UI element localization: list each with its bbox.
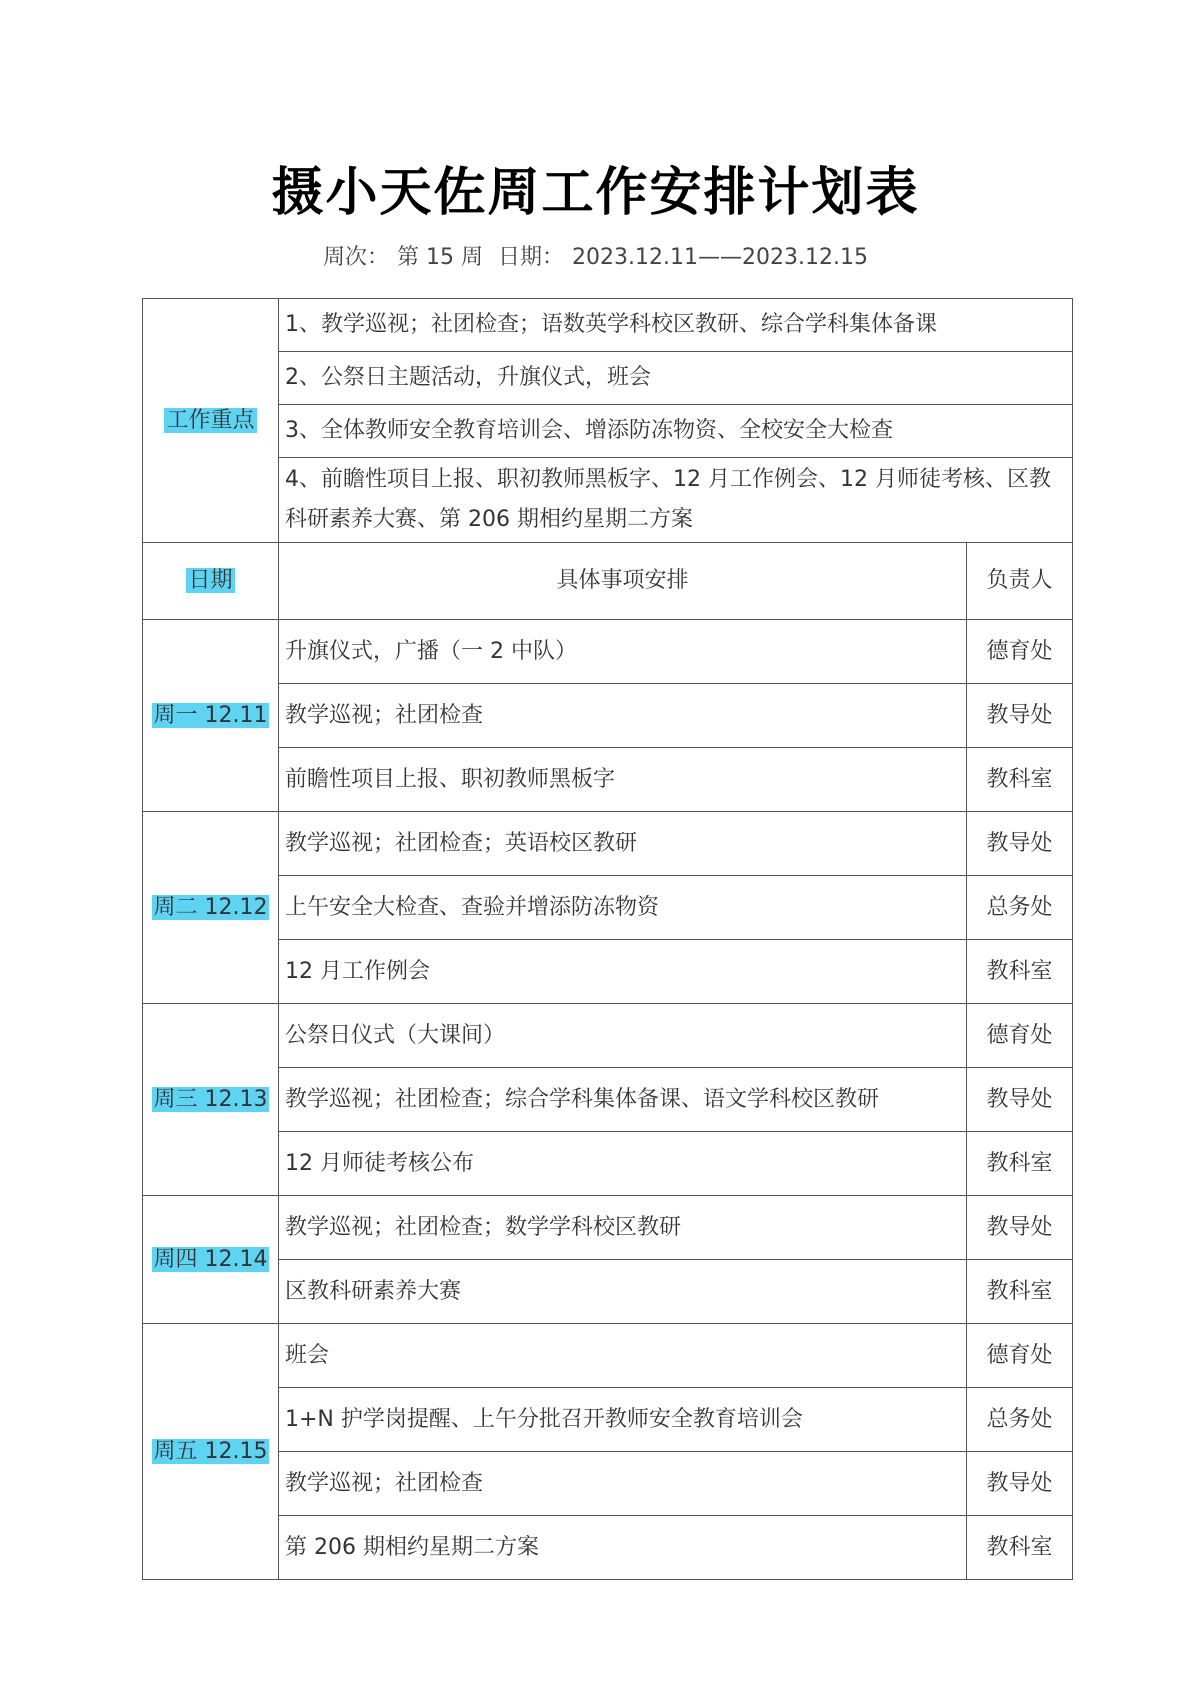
day-label-cell: [143, 1004, 279, 1196]
header-tasks: 具体事项安排: [279, 543, 967, 620]
task-cell: 12 月师徒考核公布: [279, 1132, 967, 1196]
table-row: [143, 876, 1073, 940]
task-cell: 教学巡视；社团检查: [279, 1452, 967, 1516]
owner-cell: 教科室: [967, 1132, 1073, 1196]
task-cell: 升旗仪式，广播（一 2 中队）: [279, 620, 967, 684]
date-value: 2023.12.11——2023.12.15: [572, 245, 868, 270]
owner-cell: 教导处: [967, 1452, 1073, 1516]
owner-cell: 总务处: [967, 1388, 1073, 1452]
table-row: [143, 1196, 1073, 1260]
owner-cell: 教科室: [967, 940, 1073, 1004]
table-row: [143, 1324, 1073, 1388]
day-label-cell: [143, 812, 279, 1004]
task-cell: 12 月工作例会: [279, 940, 967, 1004]
task-cell: 第 206 期相约星期二方案: [279, 1516, 967, 1580]
key-point-row: [143, 352, 1073, 405]
date-label: 日期：: [498, 245, 565, 270]
task-cell: 上午安全大检查、查验并增添防冻物资: [279, 876, 967, 940]
owner-cell: 德育处: [967, 620, 1073, 684]
week-date-line: [0, 240, 1191, 271]
owner-cell: 教导处: [967, 812, 1073, 876]
owner-cell: 教导处: [967, 684, 1073, 748]
day-label: 周一 12.11: [153, 702, 268, 728]
table-row: [143, 812, 1073, 876]
key-point-4: 4、前瞻性项目上报、职初教师黑板字、12 月工作例会、12 月师徒考核、区教科研素养大赛、第 206 期相约星期二方案: [279, 458, 1073, 543]
task-cell: 教学巡视；社团检查；综合学科集体备课、语文学科校区教研: [279, 1068, 967, 1132]
week-label: 周次：: [323, 245, 390, 270]
owner-cell: 教科室: [967, 1260, 1073, 1324]
key-point-row: [143, 405, 1073, 458]
table-row: [143, 1260, 1073, 1324]
table-row: [143, 1452, 1073, 1516]
table-row: [143, 940, 1073, 1004]
key-points-label-cell: [143, 299, 279, 543]
key-point-1: 1、教学巡视；社团检查；语数英学科校区教研、综合学科集体备课: [279, 299, 1073, 352]
day-label-cell: [143, 1196, 279, 1324]
key-points-label: 工作重点: [166, 407, 255, 433]
table-row: [143, 684, 1073, 748]
table-row: [143, 1068, 1073, 1132]
table-row: [143, 1388, 1073, 1452]
header-owner: 负责人: [967, 543, 1073, 620]
day-label-cell: [143, 1324, 279, 1580]
header-date: 日期: [188, 568, 233, 593]
task-cell: 教学巡视；社团检查；数学学科校区教研: [279, 1196, 967, 1260]
day-label: 周五 12.15: [153, 1438, 268, 1464]
key-point-2: 2、公祭日主题活动，升旗仪式，班会: [279, 352, 1073, 405]
table-row: [143, 1004, 1073, 1068]
table-row: [143, 748, 1073, 812]
owner-cell: 德育处: [967, 1324, 1073, 1388]
key-point-row: [143, 299, 1073, 352]
owner-cell: 总务处: [967, 876, 1073, 940]
table-row: [143, 1132, 1073, 1196]
key-point-row: [143, 458, 1073, 543]
table-header-row: [143, 543, 1073, 620]
owner-cell: 教科室: [967, 1516, 1073, 1580]
header-date-cell: [143, 543, 279, 620]
task-cell: 教学巡视；社团检查；英语校区教研: [279, 812, 967, 876]
page-title: 摄小天佐周工作安排计划表: [271, 163, 920, 223]
owner-cell: 教科室: [967, 748, 1073, 812]
day-label: 周二 12.12: [153, 894, 268, 920]
day-label: 周四 12.14: [153, 1246, 268, 1272]
table-row: [143, 1516, 1073, 1580]
task-cell: 班会: [279, 1324, 967, 1388]
table-row: [143, 620, 1073, 684]
task-cell: 公祭日仪式（大课间）: [279, 1004, 967, 1068]
key-point-3: 3、全体教师安全教育培训会、增添防冻物资、全校安全大检查: [279, 405, 1073, 458]
task-cell: 教学巡视；社团检查: [279, 684, 967, 748]
task-cell: 前瞻性项目上报、职初教师黑板字: [279, 748, 967, 812]
day-label-cell: [143, 620, 279, 812]
task-cell: 1+N 护学岗提醒、上午分批召开教师安全教育培训会: [279, 1388, 967, 1452]
owner-cell: 教导处: [967, 1196, 1073, 1260]
owner-cell: 教导处: [967, 1068, 1073, 1132]
week-value: 第 15 周: [397, 245, 484, 270]
day-label: 周三 12.13: [153, 1086, 268, 1112]
schedule-table: [142, 298, 1073, 1580]
owner-cell: 德育处: [967, 1004, 1073, 1068]
task-cell: 区教科研素养大赛: [279, 1260, 967, 1324]
